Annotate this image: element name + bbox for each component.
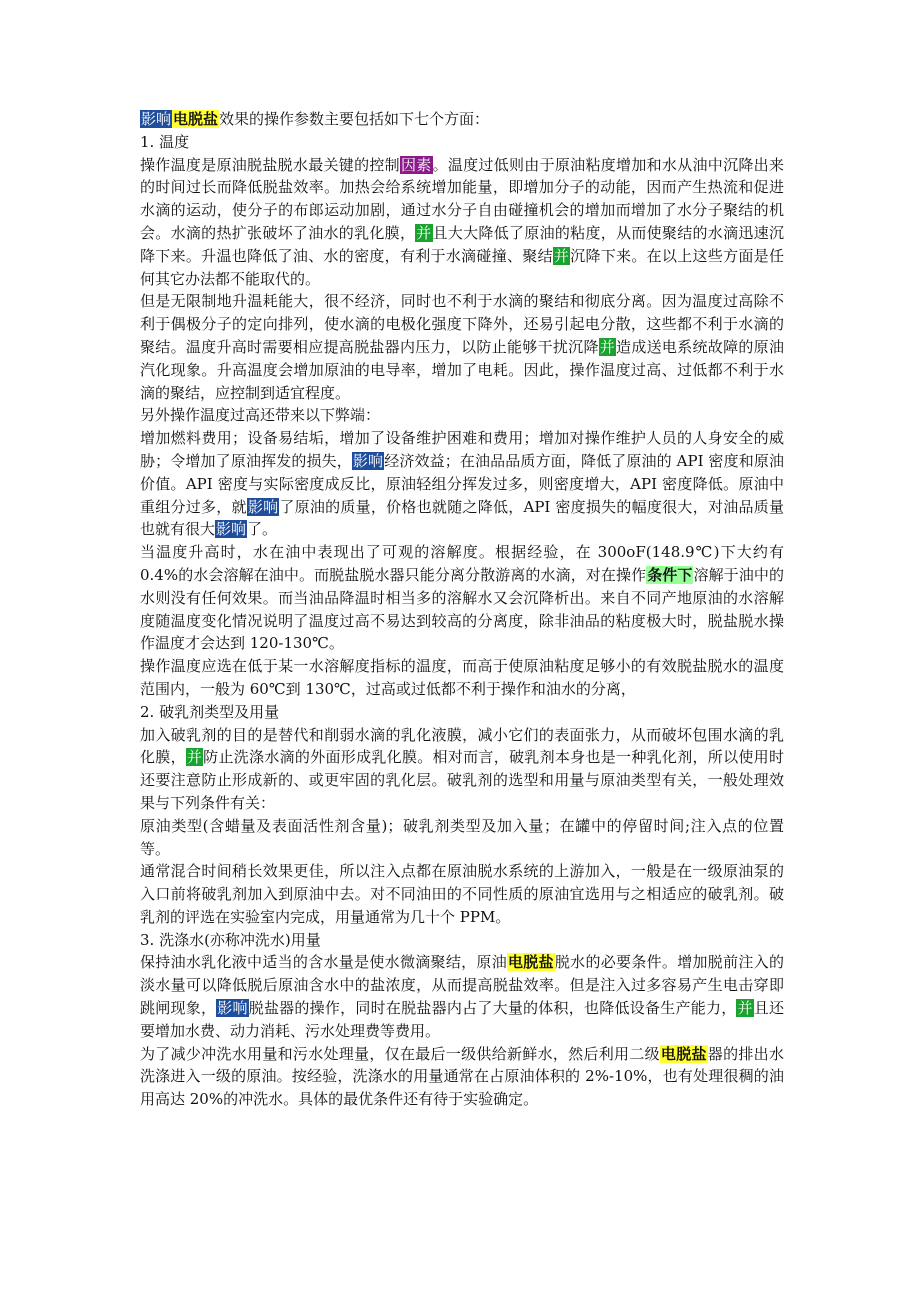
text-run: 防止洗涤水滴的外面形成乳化膜。相对而言，破乳剂本身也是一种乳化剂，所以使用时还要注意防止形成新的、或更牢固的乳化层。破乳剂的选型和用量与原油类型有关，一般处理效果与下列条件有关：	[140, 748, 784, 812]
text-run: 经济效益；在油品品质方面，降低了原油的 API 密度和原油价值。API 密度与实际密度成反比，原油轻组分挥发过多，则密度增大，API 密度降低。原油中重组分过多，就	[140, 451, 784, 516]
paragraph	[140, 290, 784, 404]
text-run: 溶解于油中的水则没有任何效果。而当油品降温时相当多的溶解水又会沉降析出。来自不同产地原油的水溶解度随温度变化情况说明了温度过高不易达到较高的分离度，除非油品的粘度极大时，脱盐脱水操作温度才会达到 120-130℃。	[140, 565, 784, 653]
highlighted-term: 电脱盐	[173, 110, 219, 128]
text-run: 了。	[247, 520, 278, 539]
text-run: 操作温度应选在低于某一水溶解度指标的温度，而高于使原油粘度足够小的有效脱盐脱水的温度范围内，一般为 60℃到 130℃，过高或过低都不利于操作和油水的分离，	[140, 657, 784, 698]
highlighted-term: 并	[186, 748, 203, 767]
text-run: 2. 破乳剂类型及用量	[140, 702, 280, 721]
text-run: 另外操作温度过高还带来以下弊端：	[140, 406, 381, 425]
paragraph	[140, 929, 784, 952]
highlighted-term: 影响	[247, 497, 279, 516]
highlighted-term: 并	[553, 246, 570, 265]
text-run: 当温度升高时，水在油中表现出了可观的溶解度。根据经验，在 300oF(148.9℃)下大约有 0.4%的水会溶解在油中。而脱盐脱水器只能分离分散游离的水滴，对在操作	[140, 543, 784, 584]
paragraph	[140, 951, 784, 1042]
text-run: 脱水的必要条件。增加脱前注入的淡水量可以降低脱后原油含水中的盐浓度，从而提高脱盐效率。但是注入过多容易产生电击穿即跳闸现象，	[140, 953, 784, 1018]
text-run: 3. 洗涤水(亦称冲洗水)用量	[140, 930, 321, 949]
text-run: 且还要增加水费、动力消耗、污水处理费等费用。	[140, 999, 784, 1040]
highlighted-term: 并	[737, 999, 753, 1018]
paragraph	[140, 701, 784, 724]
text-run: 脱盐器的操作，同时在脱盐器内占了大量的体积，也降低设备生产能力，	[248, 999, 737, 1018]
highlighted-term: 因素	[400, 155, 432, 174]
text-run: 为了减少冲洗水用量和污水处理量，仅在最后一级供给新鲜水，然后利用二级	[140, 1044, 660, 1063]
paragraph	[140, 154, 784, 291]
text-run: 通常混合时间稍长效果更佳，所以注入点都在原油脱水系统的上游加入，一般是在一级原油泵的入口前将破乳剂加入到原油中去。对不同油田的不同性质的原油宜选用与之相适应的破乳剂。破乳剂的评选在实验室内完成，用量通常为几十个 PPM。	[140, 862, 784, 926]
paragraph	[140, 541, 784, 655]
highlighted-term: 条件下	[647, 565, 693, 584]
paragraph	[140, 1043, 784, 1111]
text-run: 操作温度是原油脱盐脱水最关键的控制	[140, 155, 400, 174]
text-run: 且大大降低了原油的粘度，从而使聚结的水滴迅速沉降下来。升温也降低了油、水的密度，有利于水滴碰撞、聚结	[140, 223, 784, 265]
highlighted-term: 并	[599, 337, 616, 356]
highlighted-term: 并	[416, 223, 432, 242]
highlighted-term: 影响	[352, 451, 384, 470]
text-run: 效果的操作参数主要包括如下七个方面：	[219, 110, 490, 128]
paragraph	[140, 108, 784, 131]
highlighted-term: 影响	[141, 110, 172, 128]
paragraph	[140, 655, 784, 701]
text-run: 。温度过低则由于原油粘度增加和水从油中沉降出来的时间过长而降低脱盐效率。加热会给系统增加能量，即增加分子的动能，因而产生热流和促进水滴的运动，使分子的布郎运动加剧，通过水分子自由碰撞机会的增加而增加了水分子聚结的机会。水滴的热扩张破坏了油水的乳化膜，	[140, 155, 784, 242]
text-run: 沉降下来。在以上这些方面是任何其它办法都不能取代的。	[140, 246, 784, 288]
paragraph	[140, 860, 784, 928]
text-run: 加入破乳剂的目的是替代和削弱水滴的乳化液膜，减小它们的表面张力，从而破坏包围水滴的乳化膜，	[140, 725, 784, 767]
paragraph	[140, 815, 784, 861]
text-run: 原油类型(含蜡量及表面活性剂含量)；破乳剂类型及加入量；在罐中的停留时间;注入点的位置等。	[140, 816, 784, 858]
paragraph	[140, 131, 784, 154]
highlighted-term: 影响	[217, 999, 248, 1018]
paragraph	[140, 427, 784, 541]
document-body	[140, 108, 784, 1111]
highlighted-term: 电脱盐	[660, 1044, 707, 1063]
paragraph	[140, 724, 784, 815]
highlighted-term: 影响	[216, 520, 247, 539]
text-run: 器的排出水洗涤进入一级的原油。按经验，洗涤水的用量通常在占原油体积的 2%-10%，也有处理很稠的油用高达 20%的冲洗水。具体的最优条件还有待于实验确定。	[140, 1044, 784, 1109]
text-run: 1. 温度	[140, 132, 190, 151]
paragraph	[140, 404, 784, 427]
text-run: 保持油水乳化液中适当的含水量是使水微滴聚结，原油	[140, 953, 507, 972]
text-run: 但是无限制地升温耗能大，很不经济，同时也不利于水滴的聚结和彻底分离。因为温度过高除不利于偶极分子的定向排列，使水滴的电极化强度下降外，还易引起电分散，这些都不利于水滴的聚结。温度升高时需要相应提高脱盐器内压力，以防止能够干扰沉降	[140, 292, 784, 356]
text-run: 增加燃料费用；设备易结垢，增加了设备维护困难和费用；增加对操作维护人员的人身安全的威胁；令增加了原油挥发的损失，	[140, 429, 784, 470]
text-run: 了原油的质量，价格也就随之降低，API 密度损失的幅度很大，对油品质量也就有很大	[140, 497, 784, 539]
text-run: 造成送电系统故障的原油汽化现象。升高温度会增加原油的电导率，增加了电耗。因此，操作温度过高、过低都不利于水滴的聚结，应控制到适宜程度。	[140, 337, 784, 402]
highlighted-term: 电脱盐	[508, 953, 554, 972]
